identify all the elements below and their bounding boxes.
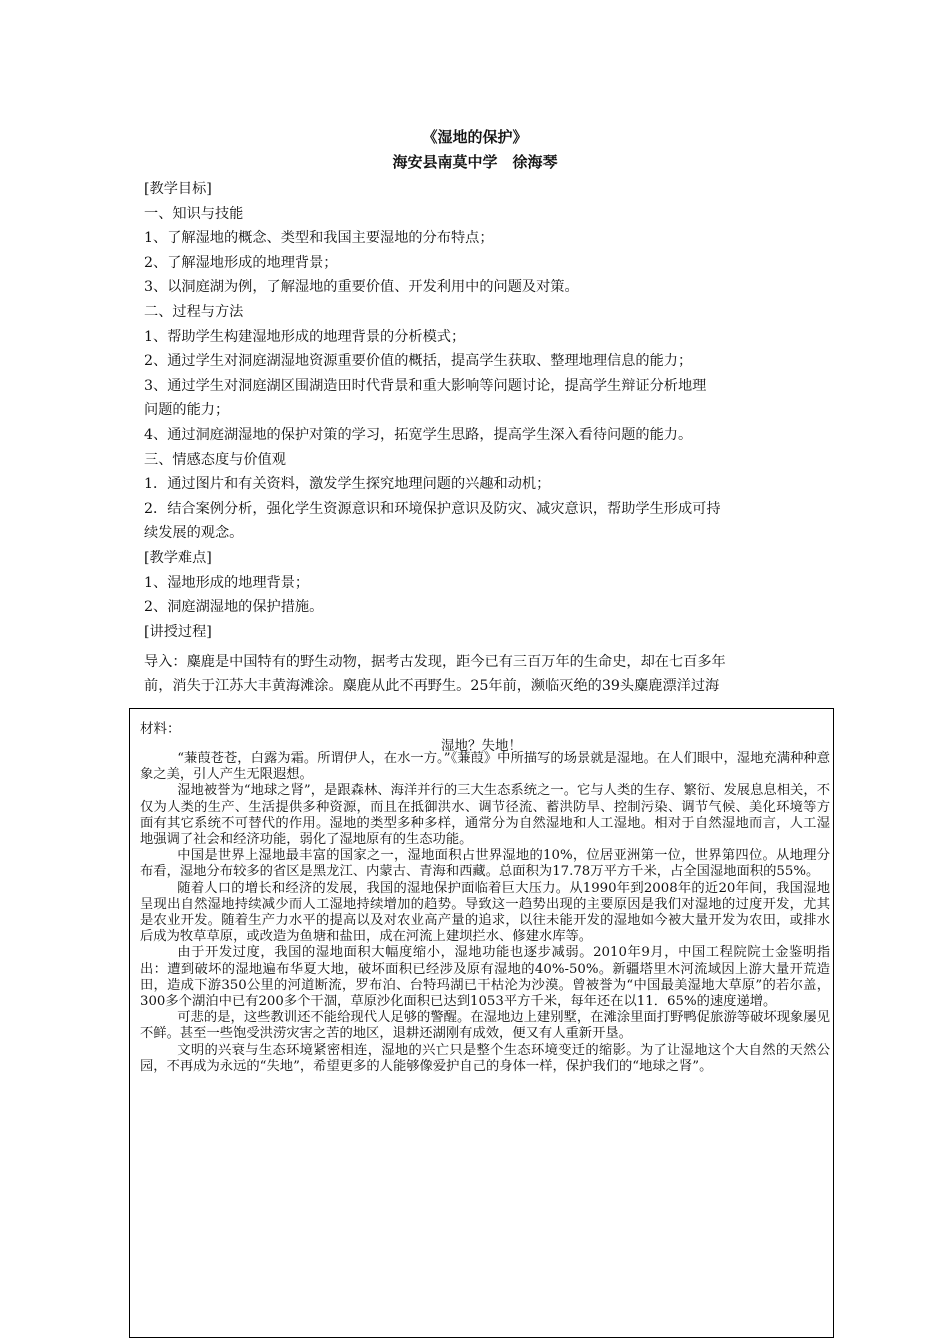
text-line: 1、湿地形成的地理背景； (144, 574, 310, 591)
material-title: 湿地？失地！ (441, 738, 522, 754)
text-line: [教学难点] (144, 549, 212, 566)
material-paragraph: 随着人口的增长和经济的发展，我国的湿地保护面临着巨大压力。从1990年到2008年的近20年间，我国湿地呈现出自然湿地持续减少而人工湿地持续增加的趋势。导致这一趋势出现的主要原因是我们对湿地的过度开发，尤其是农业开发。随着生产力水平的提高以及对农业高产量的追求，以往未能开发的湿地如今被大量开发为农田，或排水后成为牧草草原，或改造为鱼塘和盐田，成在河流上建坝拦水、修建水库等。 (140, 880, 830, 945)
text-line: 三、情感态度与价值观 (144, 451, 286, 468)
text-line: 4、通过洞庭湖湿地的保护对策的学习，拓宽学生思路，提高学生深入看待问题的能力。 (144, 426, 693, 443)
text-line: [讲授过程] (144, 623, 212, 640)
text-line: 3、通过学生对洞庭湖区围湖造田时代背景和重大影响等问题讨论，提高学生辩证分析地理 (144, 377, 707, 394)
intro-line: 前，消失于江苏大丰黄海滩涂。麋鹿从此不再野生。25年前，濒临灭绝的39头麋鹿漂洋过海 (144, 678, 720, 694)
material-body (140, 751, 830, 1075)
text-line: 2．结合案例分析，强化学生资源意识和环境保护意识及防灾、减灾意识，帮助学生形成可持 (144, 500, 721, 517)
text-line: 问题的能力； (144, 402, 230, 419)
material-paragraph: “蒹葭苍苍，白露为霜。所谓伊人，在水一方。”《蒹葭》中所描写的场景就是湿地。在人们眼中，湿地充满种种意象之美，引人产生无限遐想。 (140, 751, 830, 783)
document-title: 《湿地的保护》 (422, 128, 528, 146)
material-paragraph: 可悲的是，这些教训还不能给现代人足够的警醒。在湿地边上建别墅，在滩涂里面打野鸭促旅游等破坏现象屡见不鲜。甚至一些饱受洪涝灾害之苦的地区，退耕还湖刚有成效，便又有人重新开垦。 (140, 1010, 830, 1042)
material-paragraph: 文明的兴衰与生态环境紧密相连，湿地的兴亡只是整个生态环境变迁的缩影。为了让湿地这个大自然的天然公园，不再成为永远的“失地”，希望更多的人能够像爱护自己的身体一样，保护我们的“地球之肾”。 (140, 1042, 830, 1074)
text-line: 二、过程与方法 (144, 303, 244, 320)
material-paragraph: 中国是世界上湿地最丰富的国家之一，湿地面积占世界湿地的10%，位居亚洲第一位，世界第四位。从地理分布看，湿地分布较多的省区是黑龙江、内蒙古、青海和西藏。总面积为17.78万平方千米，占全国湿地面积的55%。 (140, 848, 830, 880)
material-box (129, 708, 834, 1338)
text-line: 2、通过学生对洞庭湖湿地资源重要价值的概括，提高学生获取、整理地理信息的能力； (144, 353, 693, 370)
text-line: 2、洞庭湖湿地的保护措施。 (144, 599, 324, 616)
text-line: 一、知识与技能 (144, 205, 244, 222)
text-line: [教学目标] (144, 181, 212, 197)
material-label: 材料： (140, 721, 181, 737)
intro-line: 导入：麋鹿是中国特有的野生动物，据考古发现，距今已有三百万年的生命史，却在七百多年 (144, 654, 726, 670)
text-line: 续发展的观念。 (144, 525, 244, 542)
text-line: 3、以洞庭湖为例，了解湿地的重要价值、开发利用中的问题及对策。 (144, 279, 579, 296)
text-line: 1．通过图片和有关资料，激发学生探究地理问题的兴趣和动机； (144, 476, 551, 493)
document-author: 海安县南莫中学 徐海琴 (392, 153, 558, 171)
text-line: 1、帮助学生构建湿地形成的地理背景的分析模式； (144, 328, 466, 345)
material-paragraph: 由于开发过度，我国的湿地面积大幅度缩小，湿地功能也逐步减弱。2010年9月，中国工程院院士金鉴明指出：遭到破坏的湿地遍布华夏大地，破坏面积已经涉及原有湿地的40%-50%。新疆塔里木河流域因上游大量开荒造田，造成下游350公里的河道断流，罗布泊、台特玛湖已干枯沦为沙漠。曾被誉为“中国最美湿地大草原”的若尔盖，300多个湖泊中已有200多个干涸，草原沙化面积已达到1053平方千米，每年还在以11．65%的速度递增。 (140, 945, 830, 1010)
material-paragraph: 湿地被誉为“地球之肾”，是跟森林、海洋并行的三大生态系统之一。它与人类的生存、繁衍、发展息息相关，不仅为人类的生产、生活提供多种资源，而且在抵御洪水、调节径流、蓄洪防旱、控制污染、调节气候、美化环境等方面有其它系统不可替代的作用。湿地的类型多种多样，通常分为自然湿地和人工湿地。相对于自然湿地而言，人工湿地强调了社会和经济功能，弱化了湿地原有的生态功能。 (140, 783, 830, 848)
text-line: 2、了解湿地形成的地理背景； (144, 254, 338, 271)
text-line: 1、了解湿地的概念、类型和我国主要湿地的分布特点； (144, 230, 494, 247)
intro-text (144, 650, 814, 698)
teaching-plan-body (144, 177, 814, 644)
